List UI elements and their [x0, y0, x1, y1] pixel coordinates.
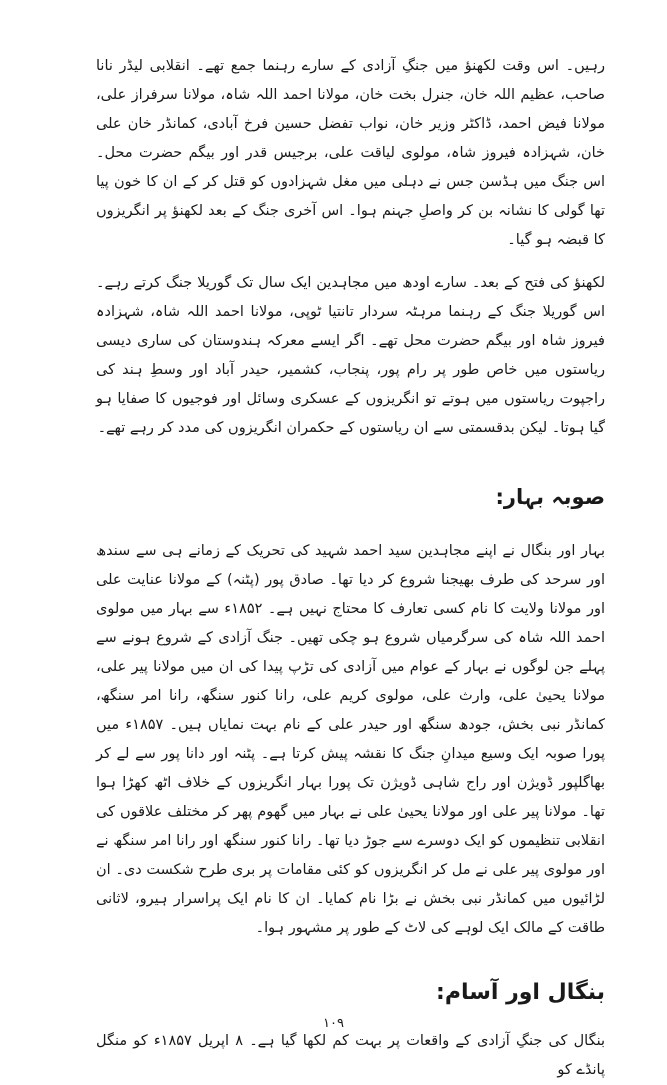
paragraph-guerrilla-war: لکھنؤ کی فتح کے بعد۔ سارے اودھ میں مجاہدین ایک سال تک گوریلا جنگ کرتے رہے۔ اس گوریلا جنگ کے رہنما مرہٹہ سردار تانتیا ٹوپی، مولانا احمد اللہ شاہ، شہزادہ فیروز شاہ اور بیگم حضرت محل تھے۔ اگر ایسے معرکہ ہندوستان کی ساری دیسی ریاستوں میں خاص طور پر رام پور، پنجاب، کشمیر، حیدر آباد اور وسطِ ہند کی راجپوت ریاستوں میں ہوتے تو انگریزوں کے عسکری وسائل اور فوجیوں کا صفایا ہو گیا ہوتا۔ لیکن بدقسمتی سے ان ریاستوں کے حکمران انگریزوں کی مدد کر رہے تھے۔: [96, 275, 605, 436]
page-number: ۱۰۹: [323, 1016, 344, 1031]
paragraph-lucknow-leaders: رہیں۔ اس وقت لکھنؤ میں جنگِ آزادی کے سارے رہنما جمع تھے۔ انقلابی لیڈر نانا صاحب، عظیم اللہ خان، جنرل بخت خان، مولانا احمد اللہ شاہ، مولانا سرفراز علی، مولانا فیض احمد، ڈاکٹر وزیر خان، نواب تفضل حسین فرخ آبادی، کمانڈر خان علی خان، شہزادہ فیروز شاہ، مولوی لیاقت علی، برجیس قدر اور بیگم حضرت محل۔ اس جنگ میں ہڈسن جس نے دہلی میں مغل شہزادوں کو قتل کر کے ان کا خون پیا تھا گولی کا نشانہ بن کر واصلِ جہنم ہوا۔ اس آخری جنگ کے بعد لکھنؤ پر انگریزوں کا قبضہ ہو گیا۔: [96, 58, 605, 248]
heading-bengal-assam: بنگال اور آسام:: [436, 980, 605, 1005]
heading-bihar: صوبہ بہار:: [495, 485, 605, 509]
paragraph-bihar: بہار اور بنگال نے اپنے مجاہدین سید احمد شہید کی تحریک کے زمانے ہی سے سندھ اور سرحد کی طرف بھیجنا شروع کر دیا تھا۔ صادق پور (پٹنہ) کے مولانا عنایت علی اور مولانا ولایت کا نام کسی تعارف کا محتاج نہیں ہے۔ ۱۸۵۲ء سے بہار میں مولوی احمد اللہ شاہ کی سرگرمیاں شروع ہو چکی تھیں۔ جنگ آزادی کے شروع ہونے سے پہلے جن لوگوں نے بہار کے عوام میں آزادی کی تڑپ پیدا کی ان میں مولانا پیر علی، مولانا یحییٰ علی، وارث علی، مولوی کریم علی، رانا کنور سنگھ، رانا امر سنگھ، کمانڈر نبی بخش، جودھ سنگھ اور حیدر علی کے نام بہت نمایاں ہیں۔ ۱۸۵۷ء میں پورا صوبہ ایک وسیع میدانِ جنگ کا نقشہ پیش کرتا ہے۔ پٹنہ اور دانا پور سے لے کر بھاگلپور ڈویژن اور راج شاہی ڈویژن تک پورا بہار انگریزوں کے خلاف اٹھ کھڑا ہوا تھا۔ مولانا پیر علی اور مولانا یحییٰ علی نے بہار میں گھوم پھر کر مختلف علاقوں کی انقلابی تنظیموں کو ایک دوسرے سے جوڑ دیا تھا۔ رانا کنور سنگھ اور رانا امر سنگھ نے اور مولوی پیر علی نے مل کر انگریزوں کو کئی مقامات پر بری طرح شکست دی۔ ان لڑائیوں میں کمانڈر نبی بخش نے بڑا نام کمایا۔ ان کا نام ایک پراسرار ہیرو، لاثانی طاقت کے مالک ایک لوہے کی لاٹ کے طور پر مشہور ہوا۔: [96, 543, 606, 936]
paragraph-bengal: بنگال کی جنگِ آزادی کے واقعات پر بہت کم لکھا گیا ہے۔ ۸ اپریل ۱۸۵۷ء کو منگل پانڈے کو: [96, 1033, 605, 1078]
